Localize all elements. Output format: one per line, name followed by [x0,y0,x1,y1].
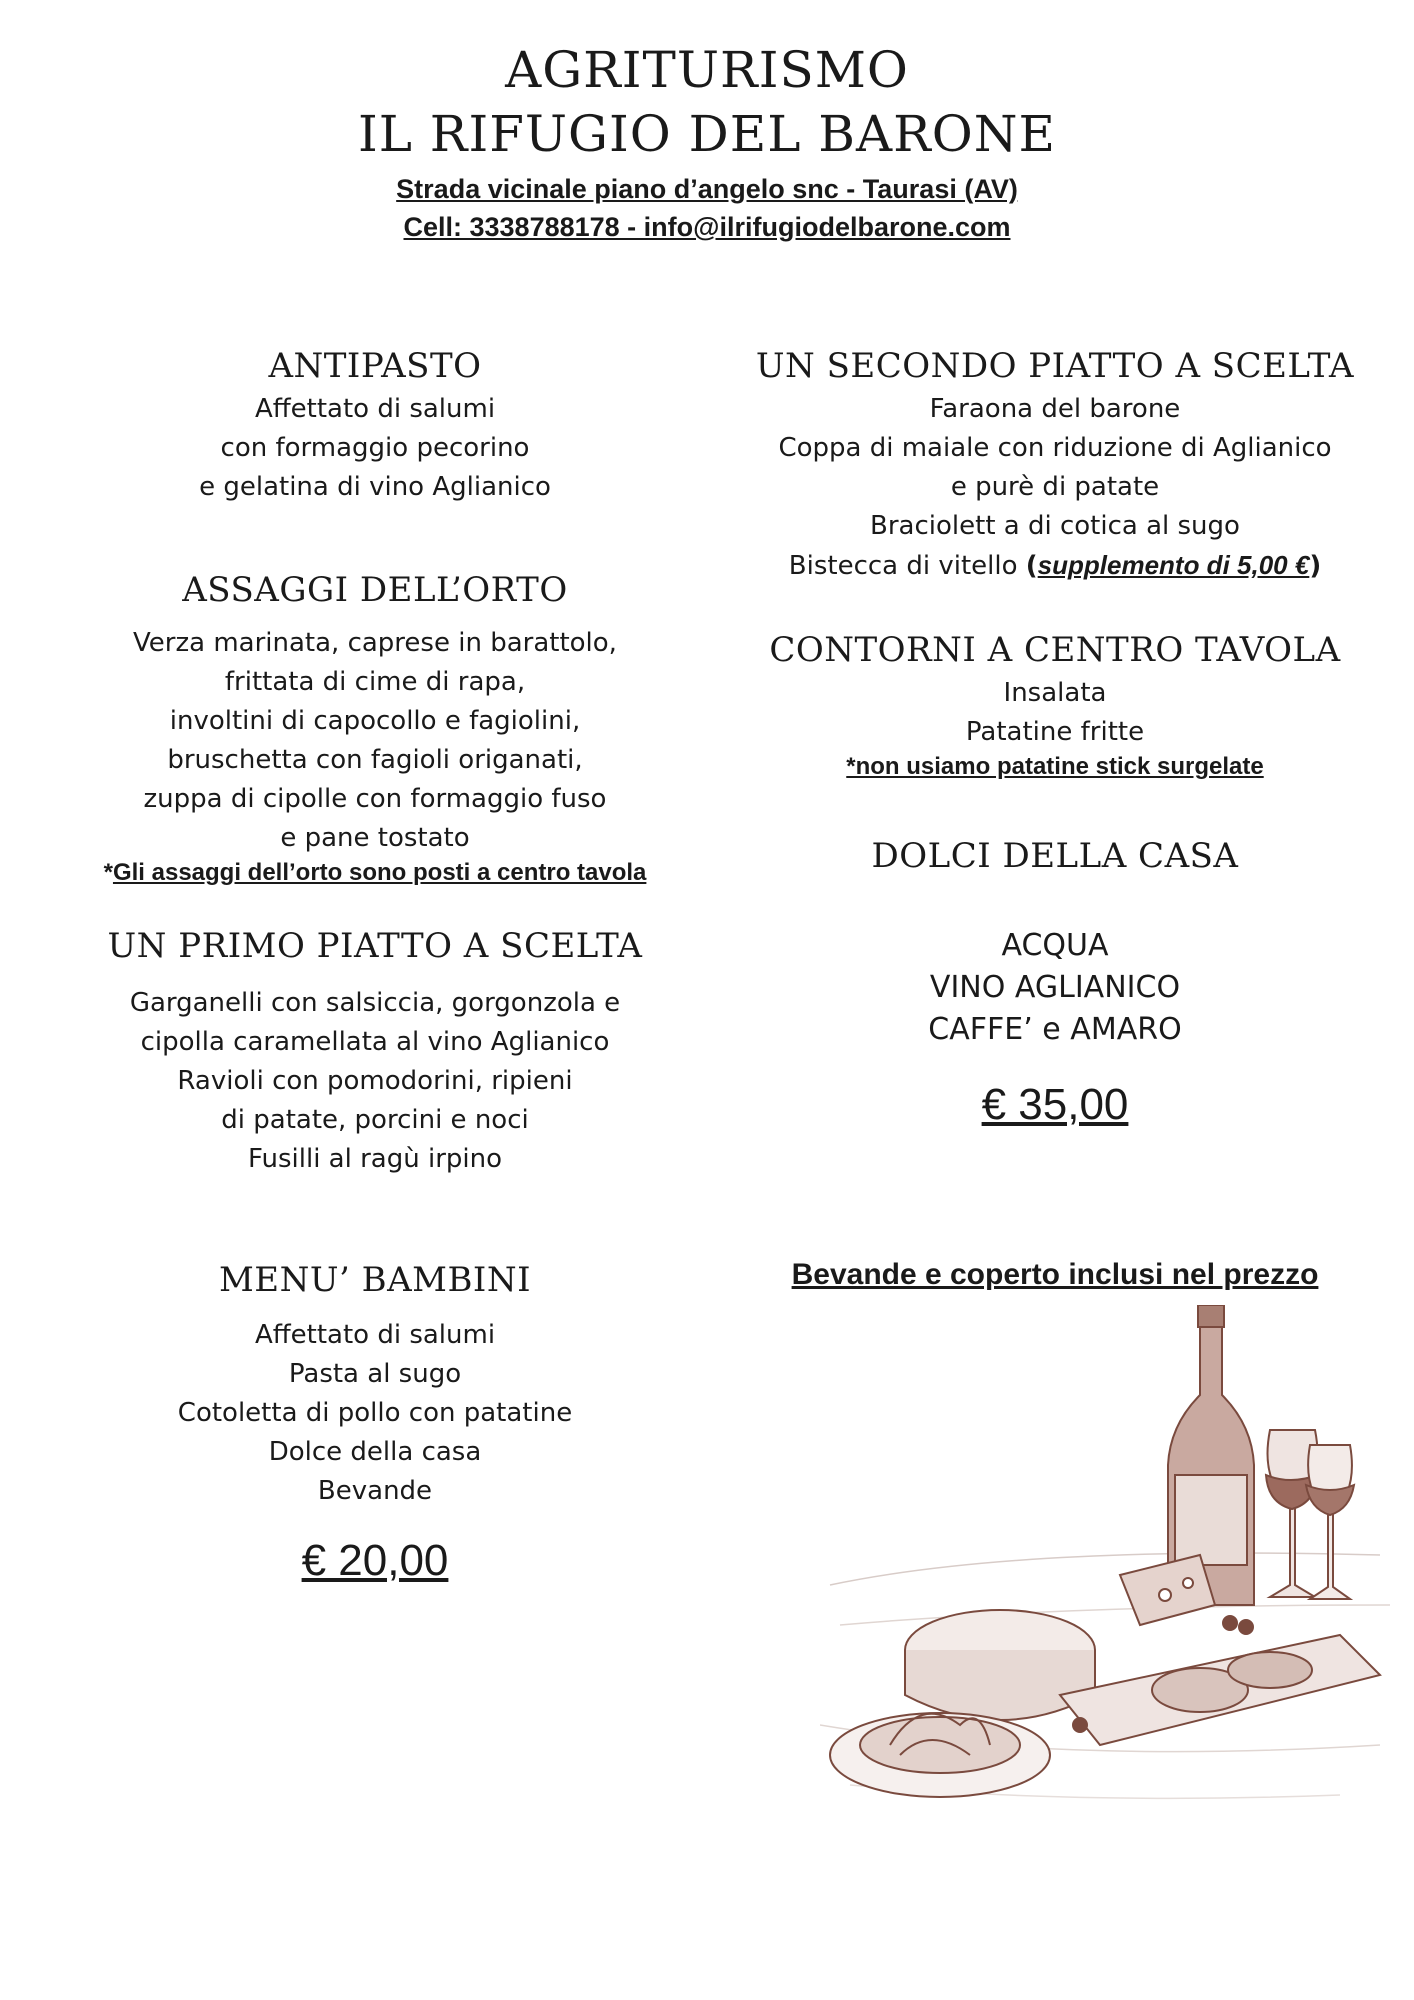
bambini-price: € 20,00 [301,1536,449,1585]
orto-item: Verza marinata, caprese in barattolo, [133,628,617,658]
secondo-item-bistecca: Bistecca di vitello (supplemento di 5,00 €) [788,550,1322,581]
primo-item: Ravioli con pomodorini, ripieni [177,1066,573,1096]
drink-item: VINO AGLIANICO [929,970,1181,1005]
contorni-title: CONTORNI A CENTRO TAVOLA [769,630,1341,670]
orto-item: e pane tostato [280,823,470,853]
orto-note: *Gli assaggi dell’orto sono posti a centro tavola [103,859,647,886]
orto-item: involtini di capocollo e fagiolini, [169,706,581,736]
drink-item: CAFFE’ e AMARO [928,1012,1182,1047]
orto-item: frittata di cime di rapa, [224,667,526,697]
beverage-note-block [710,1255,1400,1295]
section-bambini [55,1256,695,1589]
antipasto-item: e gelatina di vino Aglianico [199,472,551,502]
section-antipasto [55,342,695,507]
header-contacts: Cell: 3338788178 - info@ilrifugiodelbarone.com [403,212,1011,242]
bambini-item: Dolce della casa [268,1437,482,1467]
antipasto-item: Affettato di salumi [254,394,496,424]
primo-item: Fusilli al ragù irpino [247,1144,503,1174]
contorni-item: Patatine fritte [965,717,1145,747]
supplement-note: supplemento di 5,00 € [1037,550,1310,580]
menu-header [0,38,1414,246]
section-orto [55,566,695,888]
beverage-note: Bevande e coperto inclusi nel prezzo [791,1258,1319,1291]
orto-item: bruschetta con fagioli origanati, [167,745,583,775]
bambini-item: Bevande [317,1476,433,1506]
section-secondo [710,342,1400,586]
dolci-title: DOLCI DELLA CASA [871,836,1239,876]
secondo-item: e purè di patate [950,472,1160,502]
secondo-item: Faraona del barone [929,394,1181,424]
section-primo [55,922,695,1179]
drinks-list [710,925,1400,1133]
secondo-item: Braciolett a di cotica al sugo [870,511,1240,541]
drink-item: ACQUA [1001,928,1109,963]
contorni-note: *non usiamo patatine stick surgelate [846,753,1264,780]
wine-cheese-pasta-icon [820,1305,1400,1825]
section-contorni [710,626,1400,782]
header-address: Strada vicinale piano d’angelo snc - Taurasi (AV) [396,174,1018,204]
contorni-item: Insalata [1003,678,1107,708]
secondo-item: Coppa di maiale con riduzione di Aglianico [778,433,1332,463]
antipasto-item: con formaggio pecorino [220,433,530,463]
bambini-item: Cotoletta di pollo con patatine [177,1398,573,1428]
header-line2: IL RIFUGIO DEL BARONE [357,105,1057,163]
primo-item: di patate, porcini e noci [221,1105,529,1135]
orto-title: ASSAGGI DELL’ORTO [182,570,568,610]
section-dolci [710,832,1400,880]
bambini-title: MENU’ BAMBINI [218,1260,532,1300]
bambini-item: Affettato di salumi [254,1320,496,1350]
orto-item: zuppa di cipolle con formaggio fuso [143,784,607,814]
header-line1: AGRITURISMO [505,41,909,99]
primo-item: cipolla caramellata al vino Aglianico [140,1027,610,1057]
bambini-item: Pasta al sugo [288,1359,462,1389]
secondo-title: UN SECONDO PIATTO A SCELTA [755,346,1355,386]
primo-title: UN PRIMO PIATTO A SCELTA [107,926,643,966]
antipasto-title: ANTIPASTO [268,346,482,386]
primo-item: Garganelli con salsiccia, gorgonzola e [129,988,621,1018]
menu-price: € 35,00 [981,1080,1129,1129]
